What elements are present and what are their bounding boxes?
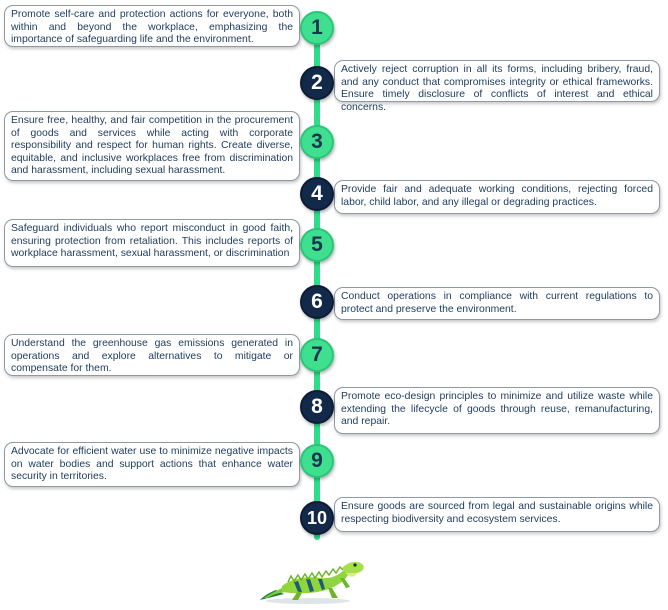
step-10-text: Ensure goods are sourced from legal and sustainable origins while respecting biodiversity and ecosystem services. xyxy=(341,501,653,525)
step-10-circle xyxy=(300,501,334,535)
step-7-number: 7 xyxy=(311,343,323,366)
step-9-box xyxy=(4,442,300,487)
step-6-number: 6 xyxy=(311,290,323,313)
iguana-icon xyxy=(258,548,368,604)
step-1-text: Promote self-care and protection actions for everyone, both within and beyond the workplace, emphasizing the importance of safeguarding life and the environment. xyxy=(11,9,293,46)
step-4-box xyxy=(334,180,660,214)
step-5-box xyxy=(4,219,300,267)
step-9-number: 9 xyxy=(311,449,323,472)
step-7-box xyxy=(4,334,300,376)
step-1-circle xyxy=(300,11,334,45)
step-3-number: 3 xyxy=(311,130,323,153)
step-10-number: 10 xyxy=(306,507,328,528)
step-7-circle xyxy=(300,338,334,372)
step-3-text: Ensure free, healthy, and fair competition in the procurement of goods and services while acting with corporate responsibility and respect for human rights. Create diverse, equitable, and inclusive workplaces free from discrimination and harassment, including sexual harassment. xyxy=(11,115,293,177)
step-1-number: 1 xyxy=(311,16,323,39)
step-1-box xyxy=(4,5,300,47)
step-8-number: 8 xyxy=(311,395,323,418)
step-6-box xyxy=(334,287,660,320)
step-6-circle xyxy=(300,285,334,319)
step-9-circle xyxy=(300,444,334,478)
step-5-number: 5 xyxy=(311,233,323,256)
step-9-text: Advocate for efficient water use to minimize negative impacts on water bodies and support actions that enhance water security in territories. xyxy=(11,446,293,483)
step-7-text: Understand the greenhouse gas emissions generated in operations and explore alternatives to mitigate or compensate for them. xyxy=(11,338,293,375)
step-8-circle xyxy=(300,390,334,424)
step-5-circle xyxy=(300,228,334,262)
step-4-number: 4 xyxy=(311,182,323,205)
step-2-number: 2 xyxy=(311,71,323,94)
step-3-circle xyxy=(300,125,334,159)
step-4-text: Provide fair and adequate working conditions, rejecting forced labor, child labor, and any illegal or degrading practices. xyxy=(341,184,653,208)
step-8-text: Promote eco-design principles to minimize and utilize waste while extending the lifecycle of goods through reuse, remanufacturing, and repair. xyxy=(341,391,653,428)
step-6-text: Conduct operations in compliance with current regulations to protect and preserve the environment. xyxy=(341,291,653,315)
step-3-box xyxy=(4,111,300,181)
step-4-circle xyxy=(300,177,334,211)
step-8-box xyxy=(334,387,660,434)
step-2-box xyxy=(334,60,660,113)
step-5-text: Safeguard individuals who report misconduct in good faith, ensuring protection from retaliation. This includes reports of workplace harassment, sexual harassment, or discrimination xyxy=(11,223,293,260)
step-2-circle xyxy=(300,66,334,100)
step-10-box xyxy=(334,497,660,532)
step-2-text: Actively reject corruption in all its forms, including bribery, fraud, and any conduct that compromises integrity or ethical frameworks. Ensure timely disclosure of conflicts of interest and ethical concerns. xyxy=(341,64,653,113)
